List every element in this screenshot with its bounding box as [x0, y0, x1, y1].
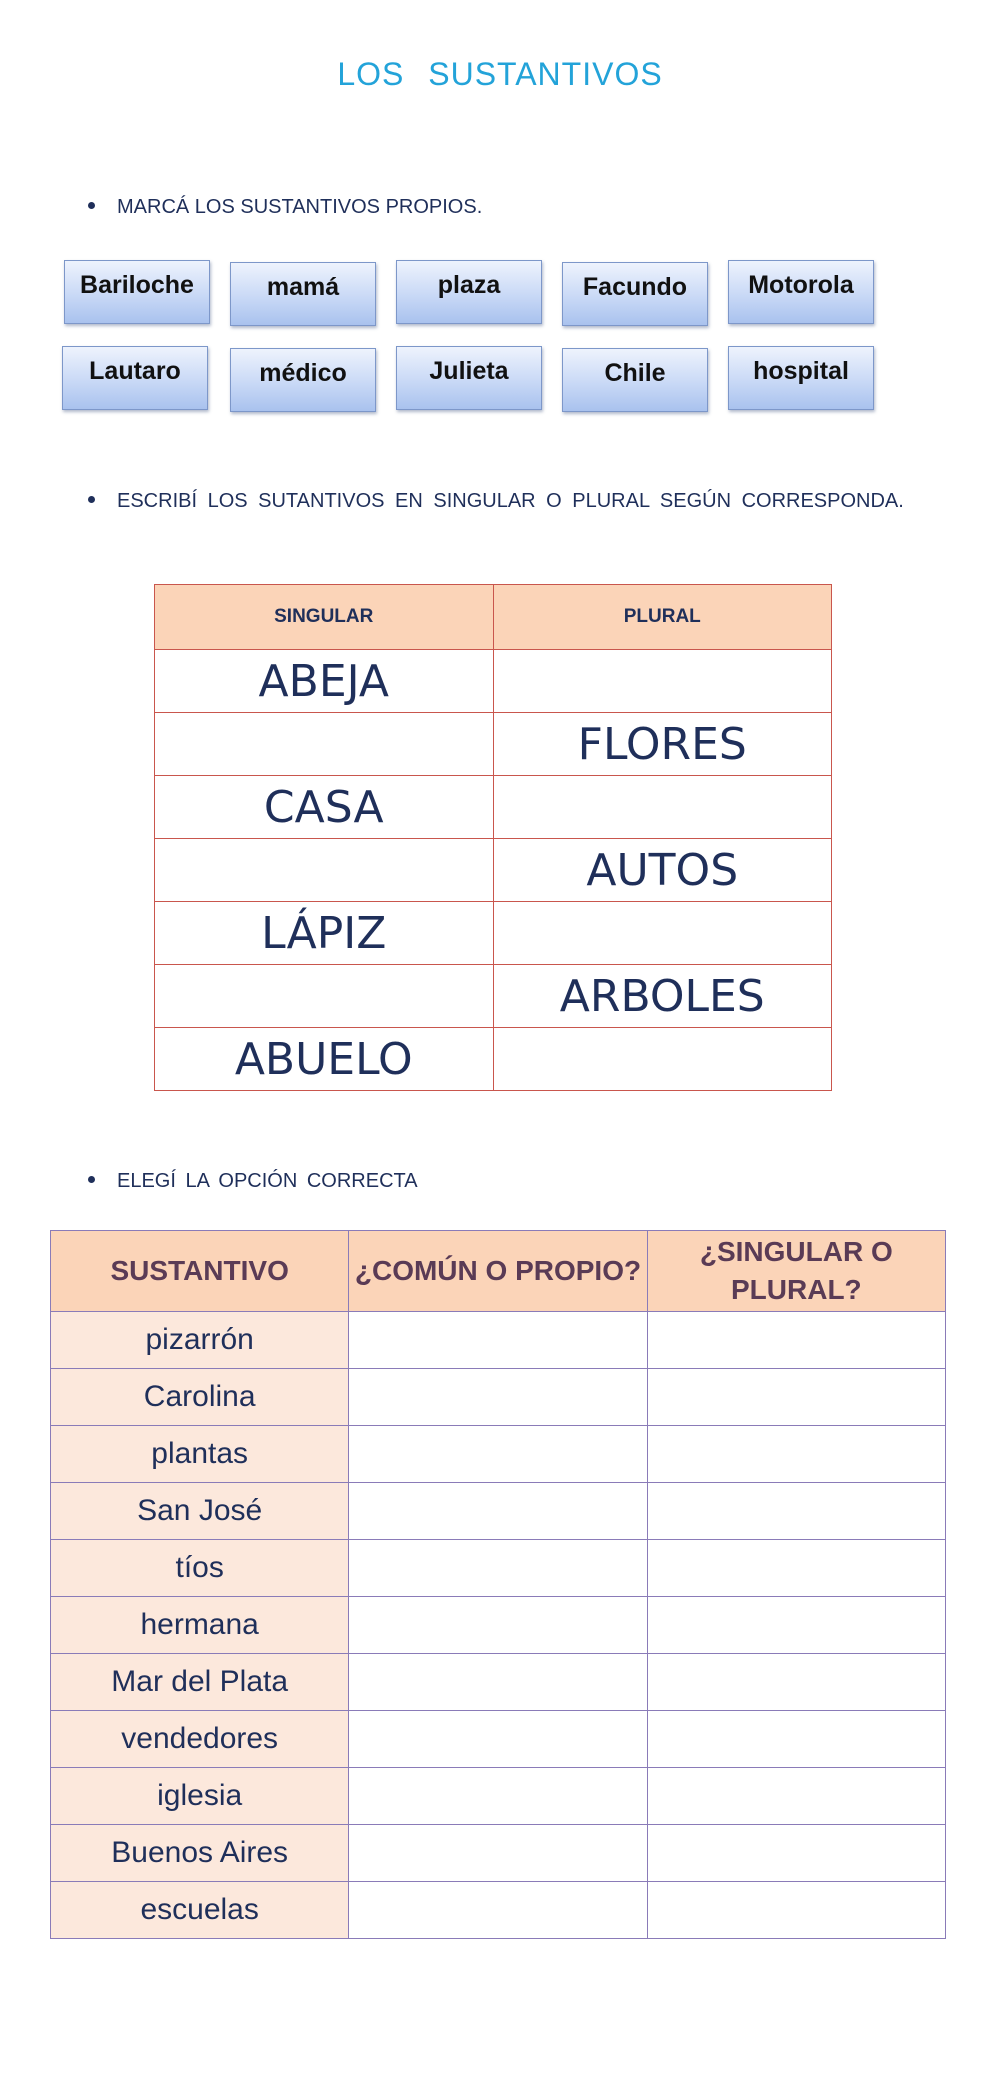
noun-cell: hermana [51, 1597, 349, 1654]
instruction-text: ESCRIBÍ LOS SUTANTIVOS EN SINGULAR O PLURAL SEGÚN CORRESPONDA. [117, 490, 904, 512]
classification-table [50, 1230, 946, 1939]
cell-plural-answer[interactable] [493, 776, 832, 839]
table-row [155, 1028, 832, 1091]
singular-plural-select[interactable] [647, 1825, 945, 1882]
singular-plural-select[interactable] [647, 1312, 945, 1369]
singular-plural-select[interactable] [647, 1882, 945, 1939]
word-button-medico[interactable]: médico [230, 348, 376, 412]
word-button-hospital[interactable]: hospital [728, 346, 874, 410]
singular-plural-select[interactable] [647, 1540, 945, 1597]
comun-propio-select[interactable] [349, 1654, 647, 1711]
table-row [51, 1426, 946, 1483]
noun-cell: Mar del Plata [51, 1654, 349, 1711]
cell-singular-answer[interactable] [155, 965, 494, 1028]
cell-plural: FLORES [493, 713, 832, 776]
instruction-proper-nouns [88, 196, 482, 219]
singular-plural-select[interactable] [647, 1483, 945, 1540]
comun-propio-select[interactable] [349, 1825, 647, 1882]
cell-singular: ABUELO [155, 1028, 494, 1091]
comun-propio-select[interactable] [349, 1312, 647, 1369]
noun-cell: plantas [51, 1426, 349, 1483]
singular-plural-select[interactable] [647, 1711, 945, 1768]
noun-cell: Buenos Aires [51, 1825, 349, 1882]
table-row [51, 1597, 946, 1654]
noun-cell: escuelas [51, 1882, 349, 1939]
table-row [51, 1825, 946, 1882]
table-row [51, 1654, 946, 1711]
comun-propio-select[interactable] [349, 1882, 647, 1939]
word-button-julieta[interactable]: Julieta [396, 346, 542, 410]
comun-propio-select[interactable] [349, 1711, 647, 1768]
table-row [155, 776, 832, 839]
comun-propio-select[interactable] [349, 1540, 647, 1597]
word-button-bariloche[interactable]: Bariloche [64, 260, 210, 324]
table-row [51, 1711, 946, 1768]
cell-singular: ABEJA [155, 650, 494, 713]
cell-singular-answer[interactable] [155, 713, 494, 776]
table-row [155, 713, 832, 776]
table-row [51, 1483, 946, 1540]
word-button-facundo[interactable]: Facundo [562, 262, 708, 326]
comun-propio-select[interactable] [349, 1597, 647, 1654]
cell-singular: LÁPIZ [155, 902, 494, 965]
table-row [51, 1312, 946, 1369]
singular-plural-select[interactable] [647, 1369, 945, 1426]
instruction-singular-plural [88, 490, 904, 513]
singular-plural-table [154, 584, 832, 1091]
table-row [51, 1882, 946, 1939]
instruction-text: MARCÁ LOS SUSTANTIVOS PROPIOS. [117, 196, 483, 218]
cell-singular-answer[interactable] [155, 839, 494, 902]
comun-propio-select[interactable] [349, 1369, 647, 1426]
table-row [155, 650, 832, 713]
cell-plural: ARBOLES [493, 965, 832, 1028]
table-row [51, 1540, 946, 1597]
word-button-chile[interactable]: Chile [562, 348, 708, 412]
singular-plural-select[interactable] [647, 1426, 945, 1483]
cell-plural-answer[interactable] [493, 1028, 832, 1091]
header-sustantivo: SUSTANTIVO [51, 1231, 349, 1312]
bullet-icon [88, 496, 95, 503]
cell-plural-answer[interactable] [493, 650, 832, 713]
instruction-text: ELEGÍ LA OPCIÓN CORRECTA [117, 1170, 418, 1192]
noun-cell: tíos [51, 1540, 349, 1597]
table-row [51, 1768, 946, 1825]
bullet-icon [88, 1176, 95, 1183]
singular-plural-select[interactable] [647, 1768, 945, 1825]
header-singular: SINGULAR [155, 585, 494, 650]
table-row [51, 1369, 946, 1426]
cell-plural-answer[interactable] [493, 902, 832, 965]
word-button-mama[interactable]: mamá [230, 262, 376, 326]
singular-plural-select[interactable] [647, 1597, 945, 1654]
noun-cell: iglesia [51, 1768, 349, 1825]
noun-cell: vendedores [51, 1711, 349, 1768]
page-title: LOS SUSTANTIVOS [337, 56, 663, 92]
noun-cell: pizarrón [51, 1312, 349, 1369]
comun-propio-select[interactable] [349, 1483, 647, 1540]
table-row [155, 965, 832, 1028]
cell-singular: CASA [155, 776, 494, 839]
comun-propio-select[interactable] [349, 1768, 647, 1825]
instruction-choose-option [88, 1170, 418, 1193]
noun-cell: Carolina [51, 1369, 349, 1426]
word-button-motorola[interactable]: Motorola [728, 260, 874, 324]
bullet-icon [88, 202, 95, 209]
noun-cell: San José [51, 1483, 349, 1540]
header-comun-propio: ¿COMÚN O PROPIO? [349, 1231, 647, 1312]
table-row [155, 839, 832, 902]
comun-propio-select[interactable] [349, 1426, 647, 1483]
header-singular-plural: ¿SINGULAR O PLURAL? [647, 1231, 945, 1312]
header-plural: PLURAL [493, 585, 832, 650]
word-button-plaza[interactable]: plaza [396, 260, 542, 324]
word-button-lautaro[interactable]: Lautaro [62, 346, 208, 410]
table-row [155, 902, 832, 965]
singular-plural-select[interactable] [647, 1654, 945, 1711]
cell-plural: AUTOS [493, 839, 832, 902]
